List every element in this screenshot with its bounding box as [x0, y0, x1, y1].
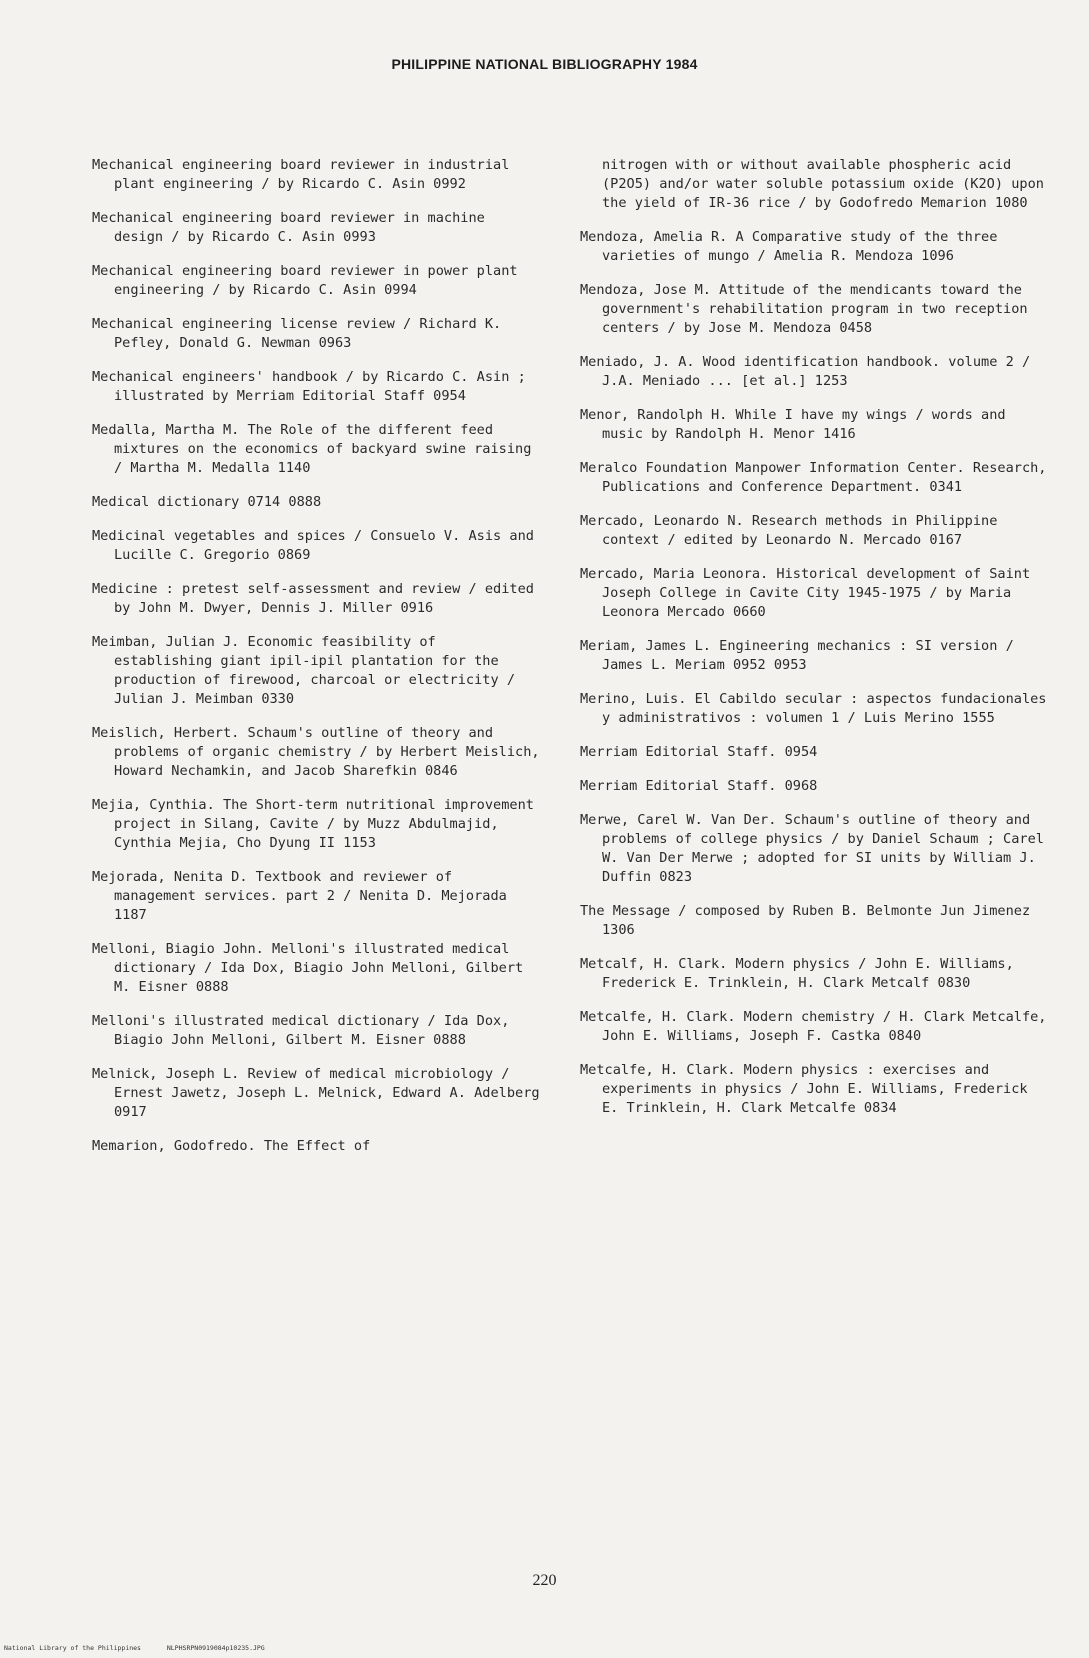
bibliography-entry: Medalla, Martha M. The Role of the different feed mixtures on the economics of backyard swine raising / Martha M. Medalla 1140 — [92, 422, 532, 476]
bibliography-column-left — [92, 156, 542, 1171]
bibliography-entry: Melloni, Biagio John. Melloni's illustrated medical dictionary / Ida Dox, Biagio John Melloni, Gilbert M. Eisner 0888 — [92, 941, 524, 995]
bibliography-entry: Mercado, Leonardo N. Research methods in Philippine context / edited by Leonardo N. Mercado 0167 — [580, 513, 998, 548]
bibliography-entry: Memarion, Godofredo. The Effect of — [92, 1138, 371, 1154]
bibliography-entry: Melloni's illustrated medical dictionary / Ida Dox, Biagio John Melloni, Gilbert M. Eisner 0888 — [92, 1013, 510, 1048]
bibliography-entry: Medical dictionary 0714 0888 — [92, 494, 322, 510]
bibliography-entry: Mechanical engineers' handbook / by Ricardo C. Asin ; illustrated by Merriam Editorial Staff 0954 — [92, 369, 526, 404]
bibliography-entry: Mechanical engineering board reviewer in power plant engineering / by Ricardo C. Asin 0994 — [92, 263, 518, 298]
bibliography-entry: Mechanical engineering board reviewer in machine design / by Ricardo C. Asin 0993 — [92, 210, 485, 245]
bibliography-entry: Menor, Randolph H. While I have my wings / words and music by Randolph H. Menor 1416 — [580, 407, 1006, 442]
bibliography-entry: Melnick, Joseph L. Review of medical microbiology / Ernest Jawetz, Joseph L. Melnick, Edward A. Adelberg 0917 — [92, 1066, 540, 1120]
bibliography-entry: Medicinal vegetables and spices / Consuelo V. Asis and Lucille C. Gregorio 0869 — [92, 528, 534, 563]
bibliography-entry: Merriam Editorial Staff. 0954 — [580, 744, 818, 760]
bibliography-entry: Medicine : pretest self-assessment and review / edited by John M. Dwyer, Dennis J. Miller 0916 — [92, 581, 534, 616]
bibliography-entry: Meriam, James L. Engineering mechanics : SI version / James L. Meriam 0952 0953 — [580, 638, 1014, 673]
bibliography-column-right — [580, 156, 1050, 1133]
bibliography-entry: Mechanical engineering license review / Richard K. Pefley, Donald G. Newman 0963 — [92, 316, 502, 351]
bibliography-entry: Meralco Foundation Manpower Information Center. Research, Publications and Conference Department. 0341 — [580, 460, 1047, 495]
bibliography-entry: Metcalfe, H. Clark. Modern chemistry / H. Clark Metcalfe, John E. Williams, Joseph F. Castka 0840 — [580, 1009, 1047, 1044]
bibliography-entry: Mendoza, Amelia R. A Comparative study of the three varieties of mungo / Amelia R. Mendoza 1096 — [580, 229, 998, 264]
bibliography-entry: Metcalf, H. Clark. Modern physics / John E. Williams, Frederick E. Trinklein, H. Clark Metcalf 0830 — [580, 956, 1014, 991]
bibliography-entry: Mechanical engineering board reviewer in industrial plant engineering / by Ricardo C. Asin 0992 — [92, 157, 510, 192]
bibliography-entry: Metcalfe, H. Clark. Modern physics : exercises and experiments in physics / John E. Williams, Frederick E. Trinklein, H. Clark Metcalfe 0834 — [580, 1062, 1028, 1116]
page-title: PHILIPPINE NATIONAL BIBLIOGRAPHY 1984 — [391, 56, 698, 72]
page-number: 220 — [532, 1572, 557, 1589]
bibliography-entry: Mercado, Maria Leonora. Historical development of Saint Joseph College in Cavite City 1945-1975 / by Maria Leonora Mercado 0660 — [580, 566, 1031, 620]
footer-institution: National Library of the Philippines — [4, 1644, 141, 1652]
bibliography-entry: Merwe, Carel W. Van Der. Schaum's outline of theory and problems of college physics / by Daniel Schaum ; Carel W. Van Der Merwe ; adopted for SI units by William J. Duffin 0823 — [580, 812, 1044, 885]
bibliography-entry: The Message / composed by Ruben B. Belmonte Jun Jimenez 1306 — [580, 903, 1031, 938]
bibliography-entry: Meniado, J. A. Wood identification handbook. volume 2 / J.A. Meniado ... [et al.] 1253 — [580, 354, 1031, 389]
bibliography-entry: Mendoza, Jose M. Attitude of the mendicants toward the government's rehabilitation program in two reception centers / by Jose M. Mendoza 0458 — [580, 282, 1028, 336]
bibliography-entry-continued: nitrogen with or without available phospheric acid (P2O5) and/or water soluble potassium oxide (K2O) upon the yield of IR-36 rice / by Godofredo Memarion 1080 — [602, 157, 1044, 211]
bibliography-entry: Merino, Luis. El Cabildo secular : aspectos fundacionales y administrativos : volumen 1 / Luis Merino 1555 — [580, 691, 1047, 726]
bibliography-entry: Meislich, Herbert. Schaum's outline of theory and problems of organic chemistry / by Herbert Meislich, Howard Nechamkin, and Jacob Sharefkin 0846 — [92, 725, 540, 779]
bibliography-entry: Merriam Editorial Staff. 0968 — [580, 778, 818, 794]
footer-file-id: NLPHSRPN0919084p10235.JPG — [166, 1644, 265, 1652]
bibliography-entry: Mejia, Cynthia. The Short-term nutritional improvement project in Silang, Cavite / by Muzz Abdulmajid, Cynthia Mejia, Cho Dyung II 1153 — [92, 797, 534, 851]
bibliography-entry: Meimban, Julian J. Economic feasibility of establishing giant ipil-ipil plantation for the production of firewood, charcoal or electricity / Julian J. Meimban 0330 — [92, 634, 516, 707]
scan-footer — [4, 1644, 287, 1652]
bibliography-entry: Mejorada, Nenita D. Textbook and reviewer of management services. part 2 / Nenita D. Mejorada 1187 — [92, 869, 507, 923]
